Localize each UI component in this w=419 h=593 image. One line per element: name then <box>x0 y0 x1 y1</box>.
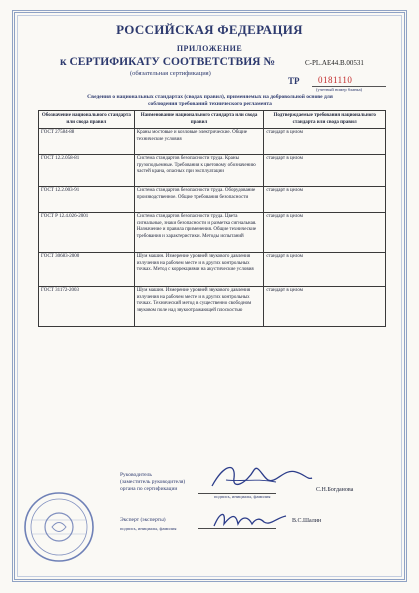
header-name: Наименование национального стандарта или свода правил <box>134 111 264 129</box>
expert-name: В.С.Шалин <box>292 518 322 524</box>
standard-scope: стандарт в целом <box>264 187 386 213</box>
table-row <box>39 187 386 213</box>
standards-table <box>38 110 386 327</box>
standard-name: Шум машин. Измерение уровней звукового давления излучения на рабочем месте и в других контрольных точках. Метод с коррекциями на акустические условия <box>134 253 264 287</box>
blank-number: 0181110 <box>318 75 353 85</box>
standard-scope: стандарт в целом <box>264 155 386 187</box>
head-label: Руководитель <box>120 472 152 478</box>
certification-seal <box>22 490 96 564</box>
table-row <box>39 129 386 155</box>
standard-code: ГОСТ 12.2.003-91 <box>39 187 135 213</box>
standard-code: ГОСТ 27584-88 <box>39 129 135 155</box>
standard-name: Система стандартов безопасности труда. Оборудование производственное. Общие требования безопасности <box>134 187 264 213</box>
head-signature-icon <box>206 456 316 496</box>
blank-number-caption: (учетный номер бланка) <box>316 87 363 92</box>
head-name: С.Н.Богданова <box>316 487 354 493</box>
standard-code: ГОСТ 12.2.058-81 <box>39 155 135 187</box>
seal-stamp-icon <box>22 490 96 564</box>
standard-code: ГОСТ 30683-2000 <box>39 253 135 287</box>
expert-signature-caption: подпись, инициалы, фамилия <box>120 526 177 531</box>
appendix-label: ПРИЛОЖЕНИЕ <box>176 44 243 53</box>
standard-name: Система стандартов безопасности труда. Краны грузоподъемные. Требования к цветовому обозначению частей крана, опасных при эксплуатации <box>134 155 264 187</box>
standard-name: Краны мостовые и козловые электрические. Общие технические условия <box>134 129 264 155</box>
table-header-row <box>39 111 386 129</box>
standard-code: ГОСТ Р 12.4.026-2001 <box>39 213 135 253</box>
standard-name: Система стандартов безопасности труда. Цвета сигнальные, знаки безопасности и разметка сигнальная. Назначение и правила применения. Общие технические требования и характеристики. Методы испытаний <box>134 213 264 253</box>
head-deputy-label: (заместитель руководителя) <box>120 479 186 485</box>
standard-scope: стандарт в целом <box>264 287 386 327</box>
table-row <box>39 287 386 327</box>
expert-label: Эксперт (эксперты) <box>120 517 166 523</box>
standard-name: Шум машин. Измерение уровней звукового давления излучения на рабочем месте и в других контрольных точках. Технический метод в существенно свободном звуковом поле над звукоотражающей плоскостью <box>134 287 264 327</box>
tr-label: ТР <box>288 76 300 86</box>
expert-signature-icon <box>210 504 290 534</box>
standard-scope: стандарт в целом <box>264 129 386 155</box>
header-code: Обозначение национального стандарта или свода правил <box>39 111 135 129</box>
standard-code: ГОСТ 31172-2003 <box>39 287 135 327</box>
table-row <box>39 155 386 187</box>
standard-scope: стандарт в целом <box>264 213 386 253</box>
country-title: РОССИЙСКАЯ ФЕДЕРАЦИЯ <box>116 22 303 37</box>
table-row <box>39 213 386 253</box>
certification-type: (обязательная сертификация) <box>130 70 211 77</box>
standards-intro: Сведения о национальных стандартах (сводах правил), применяемых на добровольной основе для соблюдения требований технического регламента <box>87 94 333 108</box>
certificate-title: к СЕРТИФИКАТУ СООТВЕТСТВИЯ № <box>60 56 275 68</box>
header-scope: Подтверждаемые требования национального стандарта или свода правил <box>264 111 386 129</box>
certificate-number: С-PL.АЕ44.В.00531 <box>305 59 364 67</box>
head-signature-caption: подпись, инициалы, фамилия <box>214 494 271 499</box>
table-row <box>39 253 386 287</box>
certification-body-label: органа по сертификации <box>120 486 178 492</box>
standard-scope: стандарт в целом <box>264 253 386 287</box>
